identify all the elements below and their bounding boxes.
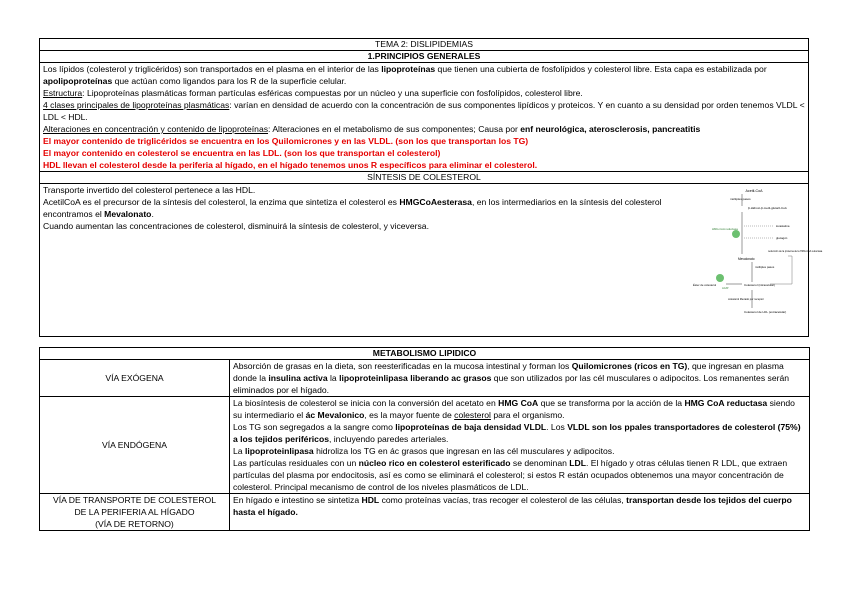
via-endogena-text [230,397,810,494]
paragraph-alteraciones: Alteraciones en concentración y contenido de lipoproteínas: Alteraciones en el metabolismo de sus componentes; Causa por enf neurológica, aterosclerosis, pancreatitis [43,124,701,134]
via-exogena-label: VÍA EXÓGENA [40,360,230,397]
document [39,38,823,531]
page-title: TEMA 2: DISLIPIDEMIAS [40,39,809,51]
via-retorno-text: En hígado e intestino se sintetiza HDL como proteínas vacías, tras recoger el colesterol de las células, transportan desde los tejidos del cuerpo hasta el hígado. [230,494,810,531]
via-retorno-label: VÍA DE TRANSPORTE DE COLESTEROL DE LA PERIFERIA AL HÍGADO (VÍA DE RETORNO) [40,494,230,531]
cholesterol-synthesis-figure [692,186,823,323]
feedback-line [770,256,792,284]
acat-marker [716,274,724,282]
fig-multiples1: múltiples pasos [730,197,751,201]
paragraph-lipidos: Los lípidos (colesterol y triglicéridos) son transportados en el plasma en el interior de las lipoproteínas que tienen una cubierta de fosfolípidos y colesterol libre. Esta capa es estabilizada por apolipoproteínas que actúan como ligandos para los R de la superficie celular. [43,64,767,86]
fig-ester: Éster de colesterol [693,283,717,287]
principios-body [40,63,809,172]
section-header-principios: 1.PRINCIPIOS GENERALES [40,51,809,63]
fig-mevalonato: Mevalonato [738,257,755,261]
highlight-trigliceridos: El mayor contenido de triglicéridos se encuentra en los Quilomicrones y en las VLDL. (son los que transportan los TG) [43,136,529,146]
fig-acat: ACAT [722,287,729,290]
synthesis-diagram [692,186,823,323]
paragraph-regulacion: Cuando aumentan las concentraciones de colesterol, disminuirá la síntesis de colesterol, y viceversa. [43,221,429,231]
via-exogena-text: Absorción de grasas en la dieta, son reesterificadas en la mucosa intestinal y forman los Quilomicrones (ricos en TG), que ingresan en plasma donde la insulina activa la lipoproteinlipasa liberando ac grasos que son utilizados por las cél musculares o adipocitos. Los remanentes serán eliminados por el hígado. [230,360,810,397]
sintesis-body [40,184,823,337]
paragraph-transporte: Transporte invertido del colesterol pertenece a las HDL. [43,185,256,195]
endo-paragraph-1: La biosíntesis de colesterol se inicia con la conversión del acetato en HMG CoA que se transforma por la acción de la HMG CoA reductasa siendo su intermediario el ác Mevalonico, es la mayor fuente de colesterol para el organismo. [233,398,795,420]
fig-reductasa: HMG-CoA reductasa [712,227,738,231]
table-principios [39,38,823,337]
fig-acetil: Acetil-CoA [745,189,763,193]
fig-colesterol: Colesterol (intracelular) [744,283,776,287]
fig-inhibe: reducción de la proteína de la HMG-CoA reductasa [768,250,823,253]
paragraph-acetilcoa: AcetilCoA es el precursor de la síntesis del colesterol, la enzima que sintetiza el colesterol es HMGCoAesterasa, en los intermediarios en la síntesis del colesterol encontramos el Mevalonato. [43,197,662,219]
fig-lovastatina: lovastatina [776,224,790,228]
fig-multiples2: múltiples pasos [755,265,775,269]
fig-endocitosis: colesterol liberado por receptor [728,298,764,301]
section-header-sintesis: SÍNTESIS DE COLESTEROL [40,172,809,184]
fig-glucagon: glucagón [776,236,788,240]
via-endogena-label: VÍA ENDÓGENA [40,397,230,494]
endo-paragraph-4: Las partículas residuales con un núcleo rico en colesterol esterificado se denominan LDL. El hígado y otras células tienen R LDL, que extraen partículas del plasma por endocitosis, así es como se eliminará el colesterol; si estos R están ocupados obtenemos una mayor concentración de colesterol. Principal mecanismo de control de los niveles plasmáticos de LDL. [233,458,788,492]
paragraph-estructura: Estructura: Lipoproteínas plasmáticas forman partículas esféricas compuestas por un núcleo y una superficie con fosfolípidos, colesterol libre. [43,88,583,98]
table-metabolismo [39,347,810,531]
enzyme-marker [732,230,740,238]
endo-paragraph-2: Los TG son segregados a la sangre como lipoproteínas de baja densidad VLDL. Los VLDL son los ppales transportadores de colesterol (75%) a los tejidos periféricos, incluyendo paredes arteriales. [233,422,801,444]
endo-paragraph-3: La lipoproteinlipasa hidroliza los TG en ác grasos que ingresan en las cél musculares y adipocitos. [233,446,615,456]
section-header-metabolismo: METABOLISMO LIPIDICO [40,348,810,360]
fig-hmg: β-Hidroxi-β-metil-glutaril-CoA [748,206,787,210]
paragraph-clases: 4 clases principales de lipoproteínas plasmáticas: varían en densidad de acuerdo con la concentración de sus componentes lipídicos y proteicos. Y en cuanto a su densidad por orden tenemos VLDL < LDL < HDL. [43,100,805,122]
highlight-hdl: HDL llevan el colesterol desde la periferia al hígado, en el hígado tenemos unos R específicos para eliminar el colesterol. [43,160,538,170]
highlight-colesterol: El mayor contenido en colesterol se encuentra en las LDL. (son los que transportan el colesterol) [43,148,441,158]
fig-ldl: Colesterol de LDL (extracelular) [744,310,787,314]
